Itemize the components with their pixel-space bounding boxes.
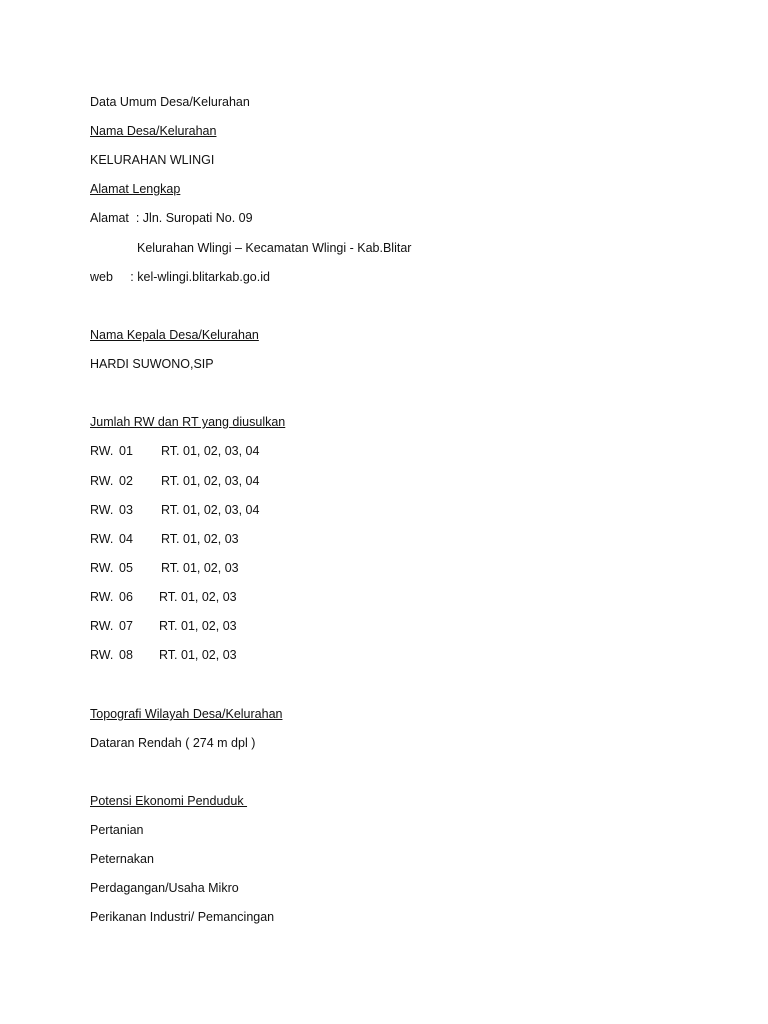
web-line: web : kel-wlingi.blitarkab.go.id (90, 270, 270, 284)
rt-values: RT. 01, 02, 03 (159, 648, 237, 662)
rw-label: RW. (90, 648, 114, 662)
rt-values: RT. 01, 02, 03, 04 (161, 444, 260, 458)
rt-values: RT. 01, 02, 03 (161, 561, 239, 575)
rw-label: RW. (90, 561, 114, 575)
rw-number: 07 (119, 619, 133, 633)
rw-number: 06 (119, 590, 133, 604)
economy-item: Pertanian (90, 823, 144, 837)
heading-topografi: Topografi Wilayah Desa/Kelurahan (90, 707, 283, 721)
rw-number: 03 (119, 503, 133, 517)
rt-values: RT. 01, 02, 03 (161, 532, 239, 546)
rw-number: 04 (119, 532, 133, 546)
rw-label: RW. (90, 532, 114, 546)
alamat-line-2: Kelurahan Wlingi – Kecamatan Wlingi - Kab.Blitar (137, 241, 412, 255)
value-kepala-desa: HARDI SUWONO,SIP (90, 357, 214, 371)
heading-jumlah-rw-rt: Jumlah RW dan RT yang diusulkan (90, 415, 286, 429)
rw-label: RW. (90, 590, 114, 604)
heading-potensi-ekonomi: Potensi Ekonomi Penduduk (90, 794, 248, 808)
rw-number: 08 (119, 648, 133, 662)
rw-label: RW. (90, 474, 114, 488)
heading-kepala-desa: Nama Kepala Desa/Kelurahan (90, 328, 259, 342)
rw-label: RW. (90, 619, 114, 633)
rw-number: 05 (119, 561, 133, 575)
rt-values: RT. 01, 02, 03 (159, 619, 237, 633)
heading-nama-desa: Nama Desa/Kelurahan (90, 124, 217, 138)
rw-label: RW. (90, 503, 114, 517)
economy-item: Perdagangan/Usaha Mikro (90, 881, 239, 895)
economy-item: Peternakan (90, 852, 154, 866)
heading-alamat-lengkap: Alamat Lengkap (90, 182, 181, 196)
rw-number: 01 (119, 444, 133, 458)
rt-values: RT. 01, 02, 03, 04 (161, 474, 260, 488)
rw-number: 02 (119, 474, 133, 488)
economy-item: Perikanan Industri/ Pemancingan (90, 910, 275, 924)
rt-values: RT. 01, 02, 03, 04 (161, 503, 260, 517)
value-nama-desa: KELURAHAN WLINGI (90, 153, 215, 167)
alamat-line: Alamat : Jln. Suropati No. 09 (90, 211, 253, 225)
rt-values: RT. 01, 02, 03 (159, 590, 237, 604)
rw-label: RW. (90, 444, 114, 458)
value-topografi: Dataran Rendah ( 274 m dpl ) (90, 736, 256, 750)
document-title: Data Umum Desa/Kelurahan (90, 95, 250, 109)
